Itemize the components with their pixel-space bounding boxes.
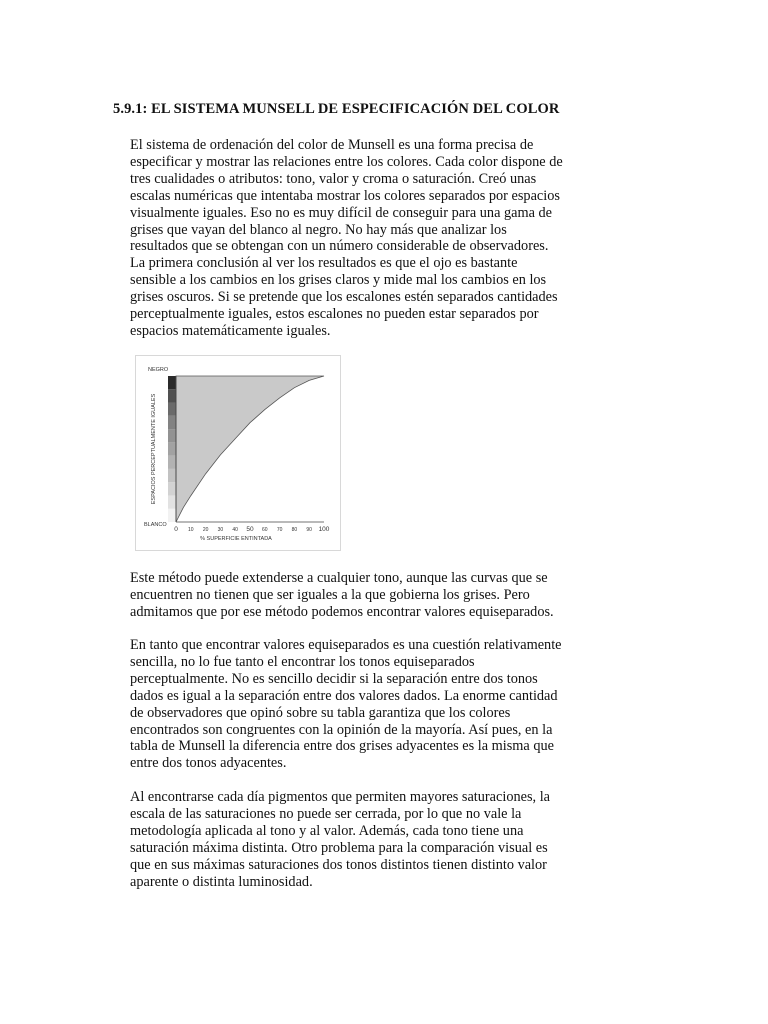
paragraph-equal-spacing — [130, 637, 650, 772]
paragraph-line: de observadores que opinó sobre su tabla garantiza que los colores — [130, 704, 511, 721]
grey-step — [168, 403, 176, 416]
grey-step — [168, 469, 176, 482]
paragraph-line: grises que vayan del blanco al negro. No hay más que analizar los — [130, 221, 507, 238]
x-tick-label: 0 — [174, 526, 178, 533]
grey-step — [168, 416, 176, 429]
paragraph-line: Este método puede extenderse a cualquier tono, aunque las curvas que se — [130, 570, 548, 586]
x-tick-label: 30 — [217, 527, 224, 533]
paragraph-line: encuentren no tienen que ser iguales a la que gobierna los grises. Pero — [130, 586, 530, 603]
curve-area — [176, 376, 324, 522]
paragraph-saturation — [130, 789, 650, 890]
x-tick-label: 10 — [188, 527, 194, 533]
blanco-label: BLANCO — [144, 522, 167, 528]
grey-step — [168, 429, 176, 442]
paragraph-line: Al encontrarse cada día pigmentos que permiten mayores saturaciones, la — [130, 789, 551, 805]
grey-step — [168, 482, 176, 495]
grey-step — [168, 442, 176, 455]
paragraph-line: dados es igual a la separación entre dos valores dados. La enorme cantidad — [130, 687, 558, 704]
x-tick-label: 60 — [262, 527, 268, 533]
paragraph-line: grises oscuros. Si se pretende que los escalones estén separados cantidades — [130, 289, 558, 306]
paragraph-line: saturación máxima distinta. Otro problema para la comparación visual es — [130, 839, 548, 856]
negro-label: NEGRO — [148, 367, 169, 373]
x-tick-label: 90 — [306, 527, 312, 533]
paragraph-line: que en sus máximas saturaciones dos tonos distintos tienen distinto valor — [130, 856, 547, 873]
section-heading: 5.9.1: EL SISTEMA MUNSELL DE ESPECIFICACIÓN DEL COLOR — [113, 101, 560, 117]
munsell-chart — [136, 356, 340, 550]
x-tick-label: 20 — [202, 527, 209, 533]
paragraph-line: En tanto que encontrar valores equiseparados es una cuestión relativamente — [130, 637, 562, 653]
paragraph-line: escala de las saturaciones no puede ser cerrada, por lo que no vale la — [130, 805, 522, 822]
x-tick-label: 50 — [246, 526, 254, 533]
grey-step-column — [168, 376, 176, 522]
paragraph-line: escalas numéricas que intentaba mostrar los colores separados por espacios — [130, 187, 560, 204]
x-axis-label: % SUPERFICIE ENTINTADA — [200, 536, 272, 542]
paragraph-line: La primera conclusión al ver los resultados es que el ojo es bastante — [130, 255, 518, 272]
x-tick-label: 80 — [291, 527, 298, 533]
paragraph-line: admitamos que por ese método podemos encontrar valores equiseparados. — [130, 603, 554, 620]
paragraph-line: aparente o distinta luminosidad. — [130, 873, 313, 890]
paragraph-line: visualmente iguales. Eso no es muy difícil de conseguir para una gama de — [130, 204, 553, 221]
grey-step — [168, 389, 176, 402]
paragraph-munsell-intro — [130, 137, 650, 340]
x-tick-label: 100 — [318, 526, 330, 533]
paragraph-line: entre dos tonos adyacentes. — [130, 755, 287, 772]
munsell-grey-scale-figure — [135, 355, 341, 551]
paragraph-line: sencilla, no lo fue tanto el encontrar los tonos equiseparados — [130, 653, 475, 670]
grey-step — [168, 376, 176, 389]
paragraph-line: espacios matemáticamente iguales. — [130, 322, 331, 339]
grey-step — [168, 495, 176, 508]
x-tick-label: 40 — [232, 527, 238, 533]
paragraph-line: El sistema de ordenación del color de Munsell es una forma precisa de — [130, 137, 534, 153]
x-tick-label: 70 — [276, 527, 283, 533]
x-tick-labels — [174, 526, 330, 533]
paragraph-line: tres cualidades o atributos: tono, valor y croma o saturación. Creó unas — [130, 170, 537, 187]
paragraph-line: tabla de Munsell la diferencia entre dos grises adyacentes es la misma que — [130, 738, 554, 755]
paragraph-extension — [130, 570, 650, 621]
paragraph-line: especificar y mostrar las relaciones entre los colores. Cada color dispone de — [130, 153, 563, 170]
paragraph-line: perceptualmente iguales, estos escalones no pueden estar separados por — [130, 306, 539, 323]
grey-step — [168, 456, 176, 469]
grey-step — [168, 509, 176, 522]
paragraph-line: resultados que se obtengan con un número considerable de observadores. — [130, 238, 549, 255]
y-axis-label: ESPACIOS PERCEPTUALMENTE IGUALES — [151, 393, 157, 505]
paragraph-line: perceptualmente. No es sencillo decidir si la separación entre dos tonos — [130, 670, 538, 687]
paragraph-line: encontrados son congruentes con la opinión de la mayoría. Así pues, en la — [130, 721, 553, 738]
paragraph-line: sensible a los cambios en los grises claros y mide mal los cambios en los — [130, 272, 547, 289]
paragraph-line: metodología aplicada al tono y al valor. Además, cada tono tiene una — [130, 822, 524, 839]
